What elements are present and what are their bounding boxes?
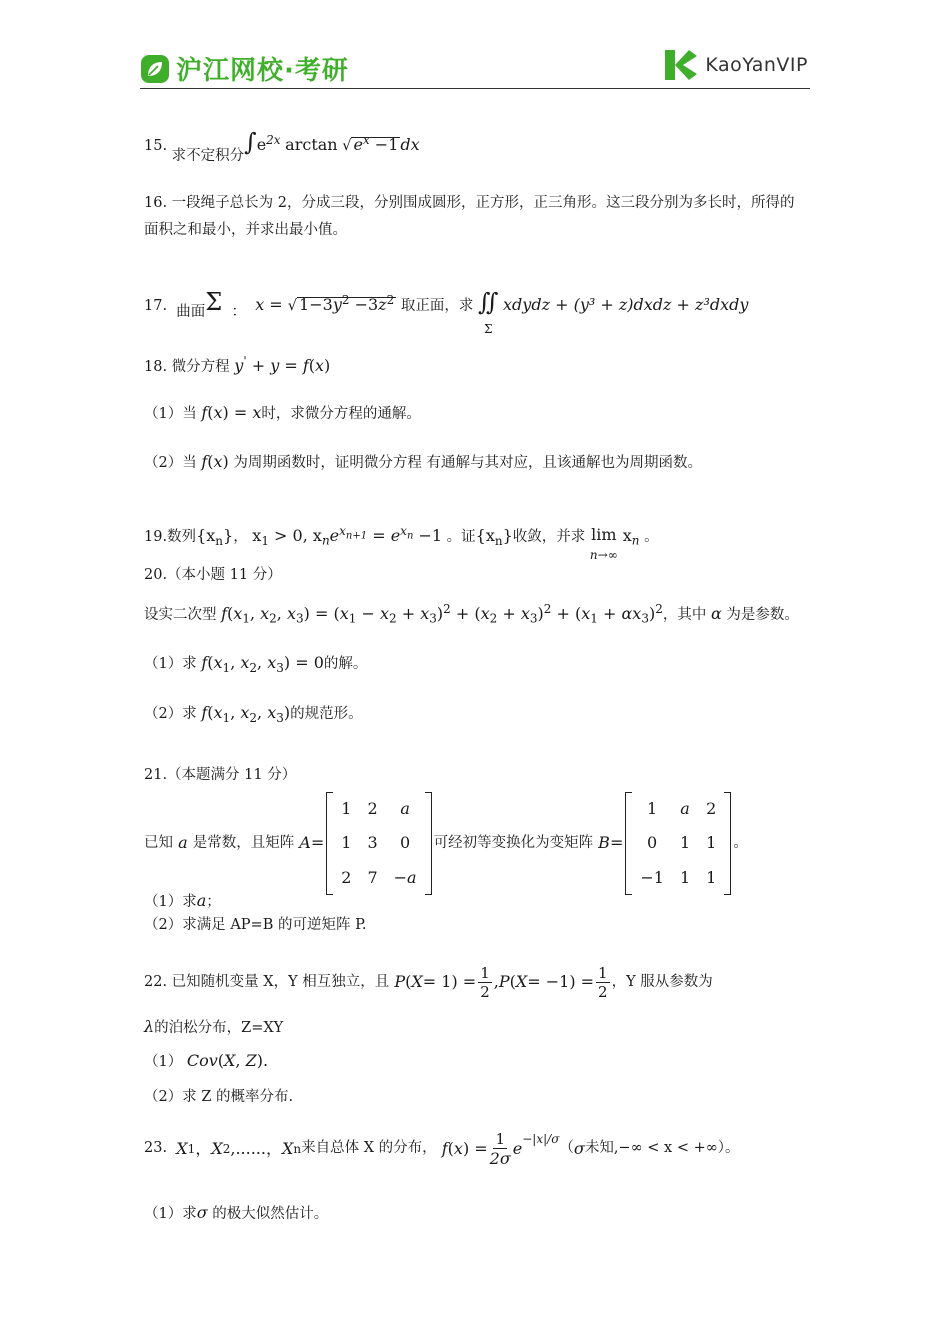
- question-19: 19.数列$\{x_n\}$， $x_1 > 0$, $x_ne^{x_{n+1}} = e^{x_n} -1$ 。证$\{x_n\}$收敛，并求 lim n→∞ $x_n$ 。: [144, 524, 659, 563]
- question-20-part-2: （2）求 $f(x_1$, $x_2$, $x_3$)的规范形。: [144, 703, 363, 725]
- question-18-part-1: （1）当 f(x) = x时，求微分方程的通解。: [144, 403, 421, 422]
- question-23-stem: 23. X 1 ， X 2 ,......， X n 来自总体 X 的分布， f ( x ) = $\frac{1}{2\sigma}$ e $^{-|x|/\sigma}$ （ σ 未知,−∞ < x < +∞）。: [144, 1130, 740, 1168]
- kaoyanvip-logo: [663, 48, 808, 82]
- page-header: [140, 46, 810, 88]
- question-18-stem: 18. 微分方程 y' + y = f(x): [144, 354, 331, 375]
- k-logo-icon: [663, 48, 699, 82]
- question-20-part-1: （1）求 $f(x_1$, $x_2$, $x_3) = 0$的解。: [144, 653, 368, 675]
- hujiang-logo: [140, 50, 349, 87]
- header-divider: [140, 88, 810, 89]
- matrix-a: 1 2 a 1 3 0 2 7 −a: [326, 792, 431, 895]
- question-20-title: 20.（本小题 11 分）: [144, 567, 282, 583]
- question-22-part-1: （1） Cov(X, Z).: [144, 1051, 269, 1070]
- question-22-stem: 22. 已知随机变量 X，Y 相互独立，且 P ( X = 1) = $\frac{1}{2}$ , P ( X = −1) = $\frac{1}{2}$ ，Y 服从参数为: [144, 964, 713, 1001]
- question-18-part-2: （2）当 f(x) 为周期函数时，证明微分方程 有通解与其对应，且该通解也为周期函数。: [144, 452, 703, 471]
- question-17: 17. 曲面Σ ： x = √ $1-3y^2 -3z^2$ 取正面，求 ∬ Σ xdydz + (y³ + z)dxdz + z³dxdy: [144, 288, 749, 336]
- question-21-part-2: （2）求满足 AP=B 的可逆矩阵 P.: [144, 917, 367, 933]
- question-23-part-1: （1）求σ 的极大似然估计。: [144, 1203, 329, 1222]
- question-22-part-2: （2）求 Z 的概率分布.: [144, 1089, 294, 1105]
- question-21-stem: 已知 a 是常数，且矩阵 A = 1 2 a 1 3 0 2 7 −a 可经初等变换化为变矩阵 B = 1 a 2 0 1 1 −1 1 1 。: [144, 792, 748, 895]
- question-16: 16. 一段绳子总长为 2，分成三段，分别围成圆形，正方形，正三角形。这三段分别为多长时，所得的面积之和最小，并求出最小值。: [144, 195, 795, 238]
- question-22-stem-cont: λ的泊松分布，Z=XY: [144, 1017, 284, 1036]
- question-21-title: 21.（本题满分 11 分）: [144, 767, 297, 783]
- matrix-b: 1 a 2 0 1 1 −1 1 1: [625, 792, 731, 895]
- brand-right-text: KaoYanVIP: [705, 54, 808, 76]
- brand-left-text: 沪江网校·考研: [176, 56, 349, 86]
- question-21-part-1: （1）求a；: [144, 891, 221, 910]
- question-20-stem: 设实二次型 $f(x_1$, $x_2$, $x_3) = (x_1 - x_2 + x_3)^2 + (x_2 + x_3)^2 + (x_1 + \alpha x_3)^2$，其中 α 为是参数。: [144, 602, 799, 626]
- question-15: 15. 求不定积分$\int e^{2x}$ arctan √ $e^x -1$ dx: [144, 128, 420, 164]
- leaf-icon: [140, 54, 170, 84]
